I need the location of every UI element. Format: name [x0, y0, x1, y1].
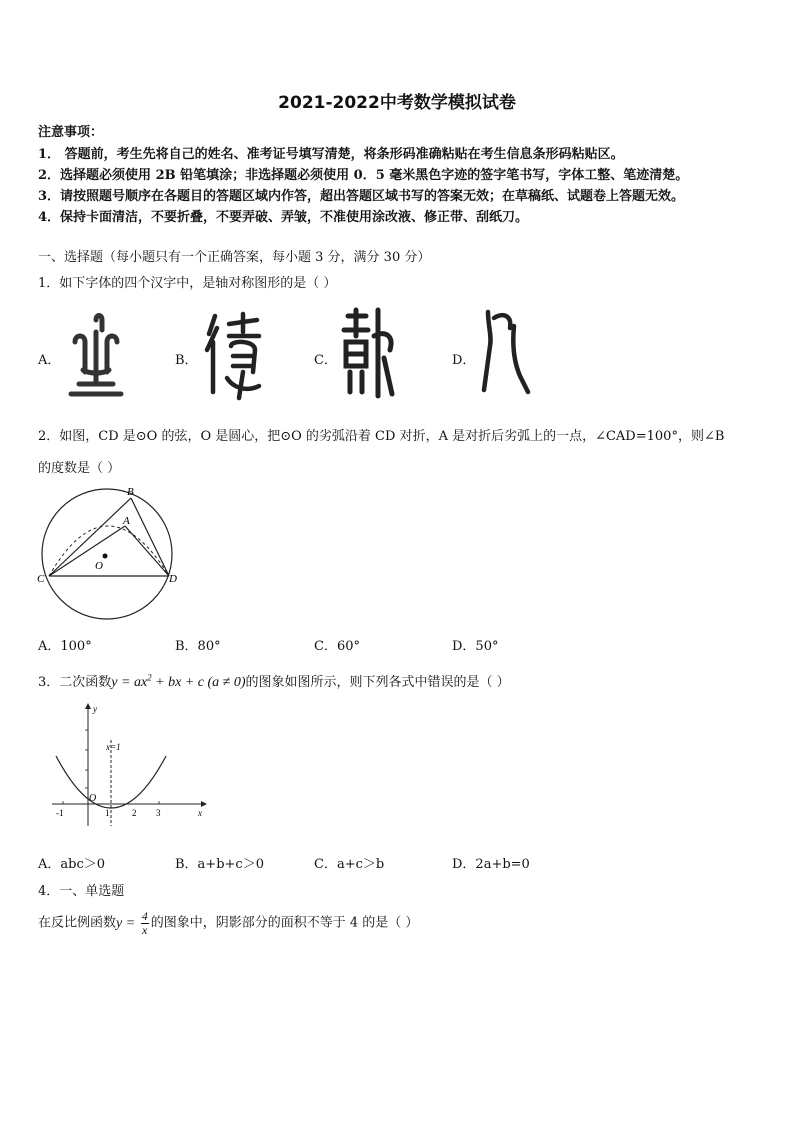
q4-fraction-denominator: x	[142, 923, 148, 937]
notice-item-1: 1． 答题前，考生先将自己的姓名、准考证号填写清楚，将条形码准确粘贴在考生信息条形码粘贴区。	[38, 147, 624, 162]
q3-formula-ax: ax	[133, 675, 148, 690]
section-heading: 一、选择题（每小题只有一个正确答案，每小题 3 分，满分 30 分）	[38, 250, 431, 265]
folded-arc	[49, 526, 169, 576]
q4-formula	[116, 909, 151, 937]
q2-option-c: C．60°	[314, 639, 360, 654]
origin-label: O	[89, 793, 97, 804]
seal-glyph-d-image	[478, 306, 534, 396]
label-c: C	[37, 573, 45, 585]
seal-glyph-b-image	[203, 310, 265, 402]
tick-label-1: 1	[105, 808, 110, 818]
q3-stem-suffix: 的图象如图所示，则下列各式中错误的是（ ）	[245, 675, 510, 690]
notice-item-3: 3．请按照题号顺序在各题目的答题区域内作答，超出答题区域书写的答案无效；在草稿纸、试题卷上答题无效。	[38, 189, 685, 204]
notice-item-2: 2．选择题必须使用 2B 铅笔填涂；非选择题必须使用 0．5 毫米黑色字迹的签字笔书写，字体工整、笔迹清楚。	[38, 168, 689, 183]
q3-formula-cond: (a ≠ 0)	[207, 675, 246, 690]
q3-parabola-graph	[48, 700, 213, 830]
q3-formula	[111, 672, 246, 690]
tick-label-2: 2	[132, 808, 137, 818]
circle-o	[42, 489, 172, 619]
q3-stem	[38, 671, 510, 691]
q3-stem-prefix: 3．二次函数	[38, 675, 112, 690]
q3-formula-rest: + bx + c	[151, 675, 204, 690]
q2-option-d: D．50°	[452, 639, 499, 654]
q4-stem-prefix: 在反比例函数	[38, 915, 117, 931]
q4-formula-eq: =	[122, 915, 139, 931]
q1-stem: 1．如下字体的四个汉字中，是轴对称图形的是（ ）	[38, 276, 337, 291]
notice-heading: 注意事项：	[38, 125, 104, 140]
q3-option-a: A．abc＞0	[38, 857, 106, 872]
label-b: B	[127, 486, 134, 498]
q2-stem-line2: 的度数是（ ）	[38, 461, 121, 476]
page-title: 2021-2022中考数学模拟试卷	[278, 93, 516, 113]
q2-option-a: A．100°	[38, 639, 92, 654]
q3-formula-y: y	[111, 675, 118, 690]
seal-glyph-c-image	[340, 306, 398, 402]
q2-stem-line1: 2．如图，CD 是⊙O 的弦，O 是圆心，把⊙O 的劣弧沿着 CD 对折，A 是对折后劣弧上的一点，∠CAD=100°，则∠B	[38, 429, 725, 444]
q3-option-b: B．a+b+c＞0	[175, 857, 264, 872]
q1-option-d: D．	[452, 353, 476, 368]
symmetry-label: x=1	[106, 742, 121, 752]
center-point-o	[103, 554, 108, 559]
q4-stem-suffix: 的图象中，阴影部分的面积不等于 4 的是（ ）	[150, 915, 419, 931]
q3-option-d: D．2a+b=0	[452, 857, 530, 872]
tick-label-neg1: -1	[56, 808, 64, 818]
notice-item-4: 4．保持卡面清洁，不要折叠，不要弄破、弄皱，不准使用涂改液、修正带、刮纸刀。	[38, 210, 529, 225]
label-o: O	[95, 560, 103, 572]
q4-fraction	[141, 910, 149, 937]
seal-glyph-a-image	[65, 312, 127, 402]
segment-cb	[49, 498, 131, 576]
q3-formula-sup: 2	[147, 672, 152, 683]
q4-formula-y: y	[116, 915, 123, 931]
x-axis-label: x	[198, 808, 202, 818]
q1-option-c: C．	[314, 353, 337, 368]
segment-ca	[49, 526, 125, 576]
q1-option-b: B．	[175, 353, 198, 368]
label-d: D	[169, 573, 177, 585]
segment-bd	[131, 498, 169, 576]
q2-option-b: B．80°	[175, 639, 221, 654]
label-a: A	[123, 515, 130, 527]
segment-ad	[125, 526, 169, 576]
q4-fraction-numerator: 4	[141, 909, 148, 923]
q3-formula-eq: =	[117, 675, 134, 690]
tick-label-3: 3	[156, 808, 161, 818]
y-axis-label: y	[93, 704, 97, 714]
q1-option-a: A．	[38, 353, 61, 368]
q2-circle-figure	[35, 482, 185, 622]
q4-label: 4．一、单选题	[38, 884, 125, 899]
q4-stem	[38, 910, 418, 937]
q3-option-c: C．a+c＞b	[314, 857, 385, 872]
